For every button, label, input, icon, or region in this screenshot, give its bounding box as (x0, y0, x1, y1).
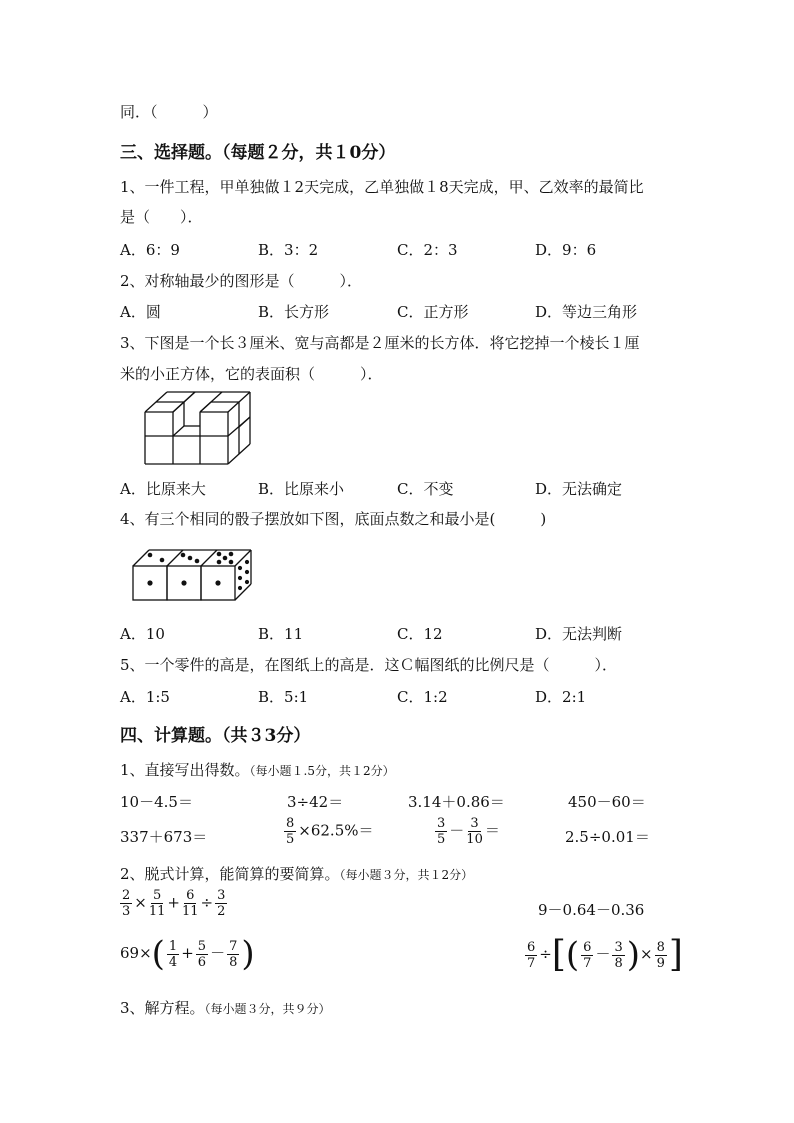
q4-option-c: C．12 (397, 625, 443, 643)
fraction: $\frac{7}{8}$ (229, 938, 238, 970)
p1-label: 1、直接写出得数。 (120, 761, 250, 779)
fraction: $\frac{3}{5}$ (437, 816, 446, 847)
p1-note: （每小题１.5分，共１2分） (249, 764, 395, 778)
expr-2: 9－0.64－0.36 (538, 901, 645, 919)
fraction: $\frac{5}{11}$ (148, 888, 166, 919)
q1-option-b: B．3：2 (258, 241, 319, 259)
calc-1: 10－4.5＝ (120, 793, 193, 811)
q5-option-b: B．5:1 (258, 688, 309, 706)
left-paren: ( (151, 934, 165, 974)
expr-3: 69×( $\frac{1}{4}$ + $\frac{5}{6}$ － $\frac{7}{8}$ ) (120, 934, 255, 974)
right-paren: ) (241, 934, 255, 974)
p2-label: 2、脱式计算，能简算的要简算。 (120, 865, 340, 883)
q2-option-b: B．长方形 (258, 303, 330, 321)
q3-option-d: D．无法确定 (535, 480, 623, 498)
fraction: $\frac{6}{7}$ (527, 939, 536, 971)
q4-option-d: D．无法判断 (535, 625, 623, 643)
p1-heading (120, 759, 395, 780)
fraction: $\frac{3}{10}$ (466, 816, 483, 847)
fraction: $\frac{8}{5}$ (286, 816, 295, 847)
continued-line: 同．（ ） (120, 103, 218, 121)
q3-option-c: C．不变 (397, 480, 454, 498)
calc-7: $\frac{3}{5}$ － $\frac{3}{10}$ ＝ (437, 816, 500, 847)
left-bracket: [ (551, 934, 566, 975)
q3-option-b: B．比原来小 (258, 480, 345, 498)
p2-heading (120, 863, 473, 884)
fraction: $\frac{3}{2}$ (217, 888, 226, 919)
dice-figure (128, 546, 254, 604)
calc-8: 2.5÷0.01＝ (565, 828, 650, 846)
q5-text: 5、一个零件的高是，在图纸上的高是．这Ｃ幅图纸的比例尺是（ ）． (120, 656, 618, 674)
p3-label: 3、解方程。 (120, 999, 205, 1017)
fraction: $\frac{5}{6}$ (197, 938, 207, 970)
q4-option-a: A．10 (120, 625, 165, 643)
q4-text: 4、有三个相同的骰子摆放如下图，底面点数之和最小是( ) (120, 510, 547, 528)
section4-title: 四、计算题。（共３3分） (120, 726, 311, 746)
expr-4: $\frac{6}{7}$ ÷[( $\frac{6}{7}$ － $\frac{3}{8}$ )× $\frac{8}{9}$ ] (527, 934, 683, 975)
q2-option-d: D．等边三角形 (535, 303, 638, 321)
right-bracket: ] (668, 934, 683, 975)
q1-option-c: C．2：3 (397, 241, 458, 259)
q2-option-c: C．正方形 (397, 303, 469, 321)
q2-text: 2、对称轴最少的图形是（ ）． (120, 272, 363, 290)
section3-title: 三、选择题。（每题２分，共１0分） (120, 143, 396, 163)
fraction: $\frac{2}{3}$ (122, 888, 131, 919)
q5-option-d: D．2:1 (535, 688, 587, 706)
right-paren: ) (626, 935, 641, 975)
q3-option-a: A．比原来大 (120, 480, 206, 498)
p3-heading (120, 997, 331, 1018)
p3-note: （每小题３分，共９分） (204, 1002, 331, 1016)
q1-option-d: D．9：6 (535, 241, 597, 259)
fraction: $\frac{3}{8}$ (614, 939, 623, 971)
q3-line2: 米的小正方体，它的表面积（ ）． (120, 365, 383, 383)
expr-1: $\frac{2}{3}$ × $\frac{5}{11}$ + $\frac{6}{11}$ ÷ $\frac{3}{2}$ (122, 888, 226, 919)
calc-5: 337＋673＝ (120, 828, 208, 846)
q5-option-a: A．1:5 (120, 688, 170, 706)
fraction: $\frac{6}{7}$ (583, 939, 592, 971)
q3-line1: 3、下图是一个长３厘米、宽与高都是２厘米的长方体．将它挖掉一个棱长１厘 (120, 334, 640, 352)
q2-option-a: A．圆 (120, 303, 161, 321)
q4-option-b: B．11 (258, 625, 304, 643)
calc-2: 3÷42＝ (287, 793, 344, 811)
calc-3: 3.14＋0.86＝ (408, 793, 505, 811)
left-paren: ( (565, 935, 580, 975)
fraction: $\frac{8}{9}$ (656, 939, 665, 971)
q1-line2: 是（ ）． (120, 208, 203, 226)
calc-6: $\frac{8}{5}$ ×62.5%＝ (286, 816, 374, 847)
q5-option-c: C．1:2 (397, 688, 448, 706)
q1-option-a: A．6：9 (120, 241, 180, 259)
fraction: $\frac{6}{11}$ (181, 888, 199, 919)
q1-line1: 1、一件工程，甲单独做１2天完成，乙单独做１8天完成，甲、乙效率的最简比 (120, 178, 644, 196)
p2-note: （每小题３分，共１2分） (339, 868, 474, 882)
fraction: $\frac{1}{4}$ (168, 938, 178, 970)
cuboid-figure (140, 390, 260, 468)
calc-4: 450－60＝ (568, 793, 646, 811)
